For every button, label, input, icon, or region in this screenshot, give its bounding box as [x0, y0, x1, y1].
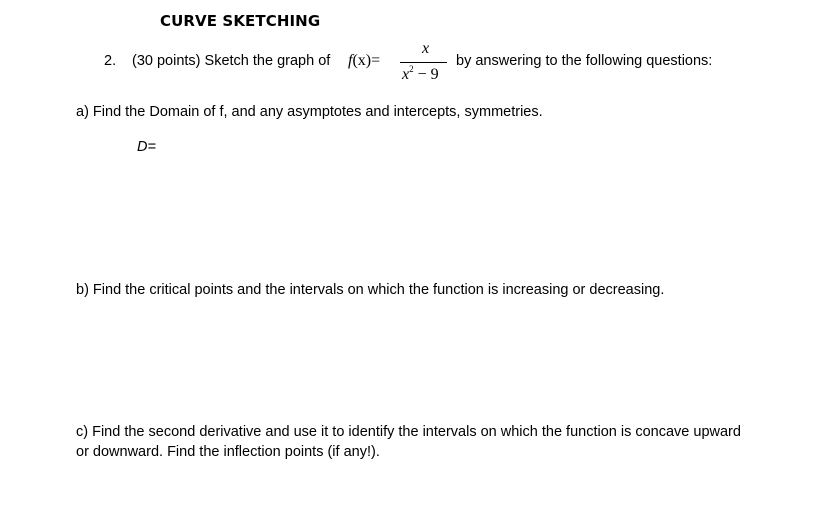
- question-lead-text: (30 points) Sketch the graph of: [132, 53, 331, 69]
- question-number: 2.: [104, 53, 117, 69]
- denominator-variable: x: [402, 66, 410, 83]
- part-a-text: a) Find the Domain of f, and any asymptotes and intercepts, symmetries.: [76, 104, 543, 120]
- domain-label: D=: [137, 139, 156, 155]
- formula-function-name: f: [348, 52, 353, 69]
- function-formula: [344, 40, 452, 88]
- formula-numerator: x: [422, 40, 430, 57]
- formula-denominator: [402, 64, 439, 84]
- denominator-constant: − 9: [413, 66, 439, 83]
- formula-lhs: [348, 52, 380, 70]
- formula-equals: =: [371, 52, 381, 69]
- denominator-exponent: 2: [409, 64, 414, 74]
- page-title: CURVE SKETCHING: [160, 12, 321, 30]
- question-trail-text: by answering to the following questions:: [456, 53, 713, 69]
- part-c-text-line2: or downward. Find the inflection points (if any!).: [76, 444, 380, 460]
- formula-argument: (x): [352, 52, 372, 69]
- fraction-bar: [400, 62, 447, 63]
- part-b-text: b) Find the critical points and the intervals on which the function is increasing or decreasing.: [76, 282, 665, 298]
- part-c-text-line1: c) Find the second derivative and use it to identify the intervals on which the function is concave upward: [76, 424, 741, 440]
